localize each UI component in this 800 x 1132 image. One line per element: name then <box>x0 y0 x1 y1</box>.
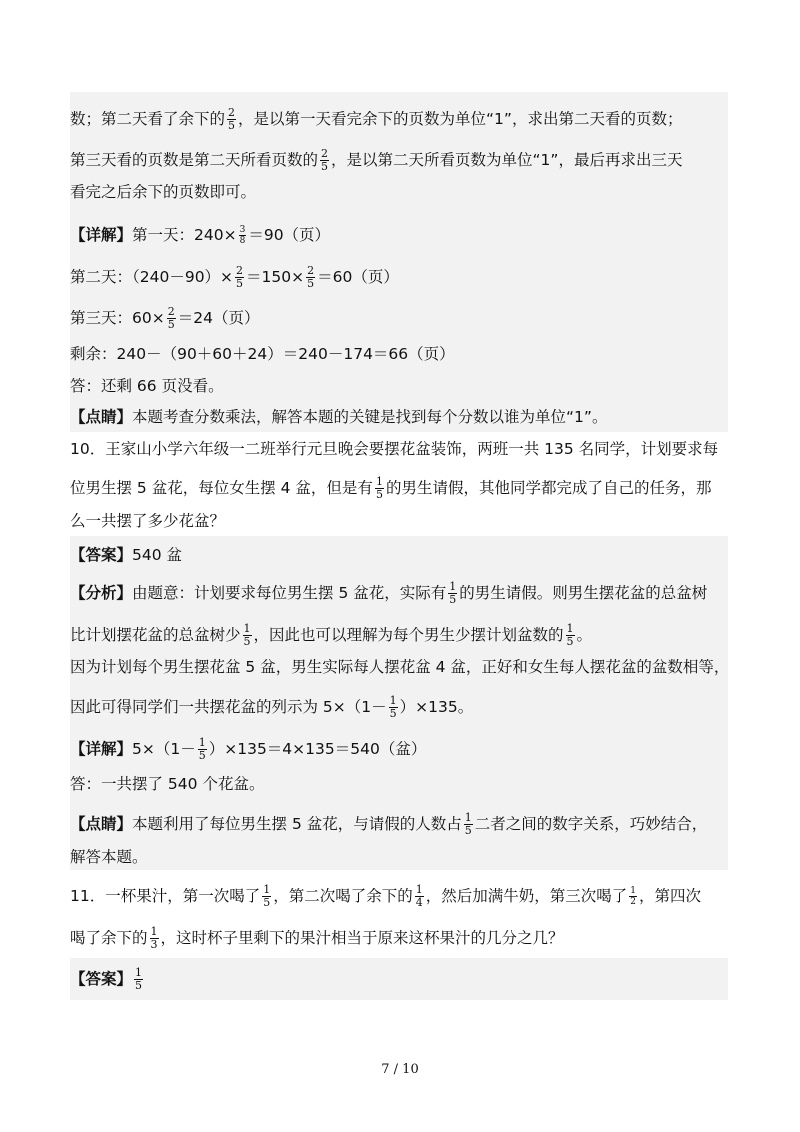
answer-line: 答：还剩 66 页没看。 <box>70 377 224 395</box>
fraction: $\frac{1}{5}$ <box>375 475 383 501</box>
fraction: $\frac{1}{5}$ <box>464 811 472 837</box>
answer-line: 【答案】540 盆 <box>70 546 183 564</box>
fraction: $\frac{1}{3}$ <box>150 925 158 951</box>
analysis-line: 因此可得同学们一共摆花盆的列示为 5×（1－ $\frac{1}{5}$ ）×135。 <box>70 694 474 720</box>
answer-line: 答：一共摆了 540 个花盆。 <box>70 775 265 793</box>
question-10-line: 10．王家山小学六年级一二班举行元旦晚会要摆花盆装饰，两班一共 135 名同学，计划要求每 <box>70 440 719 458</box>
answer-tag: 【答案】 <box>70 970 133 988</box>
fraction: $\frac{2}{5}$ <box>228 106 236 132</box>
detail-tag: 【详解】 <box>70 740 133 758</box>
analysis-line: 数；第二天看了余下的 $\frac{2}{5}$ ，是以第一天看完余下的页数为单位“1”，求出第二天看的页数； <box>70 106 683 132</box>
comment-tag: 【点睛】 <box>70 408 133 426</box>
detail-line: 【详解】第一天：240× $\frac{3}{8}$ ＝90（页） <box>70 225 331 246</box>
fraction: $\frac{2}{5}$ <box>236 264 244 290</box>
comment-line: 【点睛】本题利用了每位男生摆 5 盆花，与请假的人数占 $\frac{1}{5}$ 二者之间的数字关系，巧妙结合， <box>70 811 708 837</box>
analysis-line: 第三天看的页数是第二天所看页数的 $\frac{2}{5}$ ，是以第二天所看页数为单位“1”，最后再求出三天 <box>70 147 683 173</box>
question-10-line: 么一共摆了多少花盆？ <box>70 512 226 530</box>
fraction: $\frac{2}{5}$ <box>321 147 329 173</box>
analysis-line: 因为计划每个男生摆花盆 5 盆，男生实际每人摆花盆 4 盆，正好和女生每人摆花盆的盆数相等， <box>70 658 730 676</box>
fraction: $\frac{1}{5}$ <box>449 580 457 606</box>
fraction: $\frac{1}{2}$ <box>630 886 636 907</box>
fraction: $\frac{1}{5}$ <box>243 622 251 648</box>
analysis-line: 看完之后余下的页数即可。 <box>70 183 257 201</box>
comment-line: 解答本题。 <box>70 848 148 866</box>
answer-tag: 【答案】 <box>70 546 133 564</box>
fraction: $\frac{2}{5}$ <box>167 305 175 331</box>
comment-line: 【点睛】本题考查分数乘法，解答本题的关键是找到每个分数以谁为单位“1”。 <box>70 408 608 426</box>
answer-line <box>70 967 728 992</box>
detail-line: 第三天：60× $\frac{2}{5}$ ＝24（页） <box>70 305 260 331</box>
analysis-tag: 【分析】 <box>70 584 133 602</box>
analysis-line: 【分析】由题意：计划要求每位男生摆 5 盆花，实际有 $\frac{1}{5}$ 的男生请假。则男生摆花盆的总盆树 <box>70 580 708 606</box>
detail-line: 剩余：240－（90＋60＋24）＝240－174＝66（页） <box>70 345 455 363</box>
fraction: $\frac{3}{8}$ <box>239 225 246 246</box>
question-11-line: 喝了余下的 $\frac{1}{3}$ ，这时杯子里剩下的果汁相当于原来这杯果汁的几分之几？ <box>70 925 564 951</box>
comment-tag: 【点睛】 <box>70 815 133 833</box>
fraction: $\frac{1}{5}$ <box>389 694 397 720</box>
detail-tag: 【详解】 <box>70 226 133 244</box>
fraction: $\frac{1}{5}$ <box>198 736 206 762</box>
analysis-line: 比计划摆花盆的总盆树少 $\frac{1}{5}$ ，因此也可以理解为每个男生少摆计划盆数的 $\frac{1}{5}$ 。 <box>70 622 593 648</box>
fraction: $\frac{1}{4}$ <box>415 883 423 909</box>
page-number: 7 / 10 <box>381 1062 419 1077</box>
fraction: $\frac{1}{5}$ <box>566 622 574 648</box>
question-10-line: 位男生摆 5 盆花，每位女生摆 4 盆，但是有 $\frac{1}{5}$ 的男生请假，其他同学都完成了自己的任务，那 <box>70 475 712 501</box>
fraction: $\frac{2}{5}$ <box>307 264 315 290</box>
detail-line: 第二天：（240－90）× $\frac{2}{5}$ ＝150× $\frac{2}{5}$ ＝60（页） <box>70 264 399 290</box>
detail-line: 【详解】5×（1－ $\frac{1}{5}$ ）×135＝4×135＝540（盆） <box>70 736 427 762</box>
question-11-line: 11．一杯果汁，第一次喝了 $\frac{1}{5}$ ，第二次喝了余下的 $\frac{1}{4}$ ，然后加满牛奶，第三次喝了 $\frac{1}{2}$ ，第四次 <box>70 883 702 909</box>
fraction: $\frac{1}{5}$ <box>135 966 143 992</box>
fraction: $\frac{1}{5}$ <box>263 883 271 909</box>
